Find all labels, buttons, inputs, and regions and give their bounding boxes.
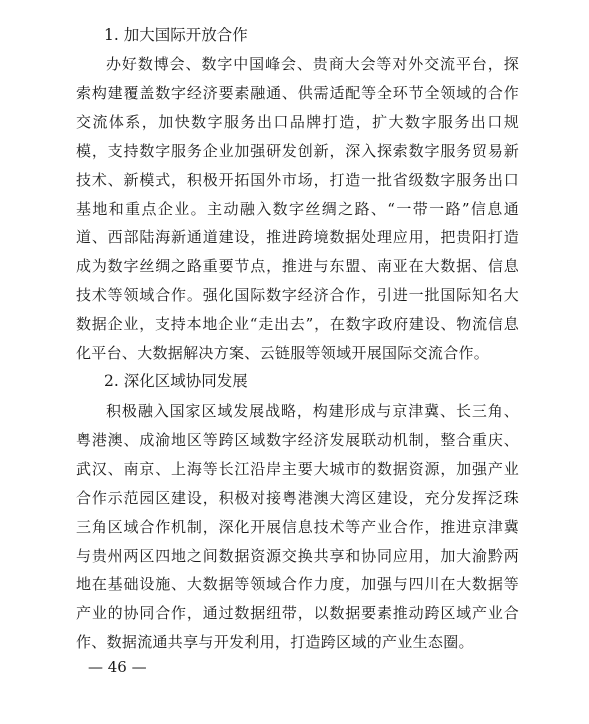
section-paragraph-international-cooperation: 办好数博会、数字中国峰会、贵商大会等对外交流平台，探索构建覆盖数字经济要素融通、供需适配等全环节全领域的合作交流体系，加快数字服务出口品牌打造，扩大数字服务出口规模，支持数字服务企业加强研发创新，深入探索数字服务贸易新技术、新模式，积极开拓国外市场，打造一批省级数字服务出口基地和重点企业。主动融入数字丝绸之路、“一带一路”信息通道、西部陆海新通道建设，推进跨境数据处理应用，把贵阳打造成为数字丝绸之路重要节点，推进与东盟、南亚在大数据、信息技术等领域合作。强化国际数字经济合作，引进一批国际知名大数据企业，支持本地企业“走出去”，在数字政府建设、物流信息化平台、大数据解决方案、云链服等领域开展国际交流合作。 bbox=[76, 55, 519, 363]
section-paragraph-regional-coordination: 积极融入国家区域发展战略，构建形成与京津冀、长三角、粤港澳、成渝地区等跨区域数字经济发展联动机制，整合重庆、武汉、南京、上海等长江沿岸主要大城市的数据资源，加强产业合作示范园区建设，积极对接粤港澳大湾区建设，充分发挥泛珠三角区域合作机制，深化开展信息技术等产业合作，推进京津冀与贵州两区四地之间数据资源交换共享和协同应用，加大渝黔两地在基础设施、大数据等领域合作力度，加强与四川在大数据等产业的协同合作，通过数据纽带，以数据要素推动跨区域产业合作、数据流通共享与开发利用，打造跨区域的产业生态圈。 bbox=[76, 402, 519, 652]
page-number: — 46 — bbox=[88, 658, 147, 676]
section-heading-regional-coordination: 2. 深化区域协同发展 bbox=[104, 372, 248, 390]
section-heading-international-cooperation: 1. 加大国际开放合作 bbox=[104, 26, 248, 44]
